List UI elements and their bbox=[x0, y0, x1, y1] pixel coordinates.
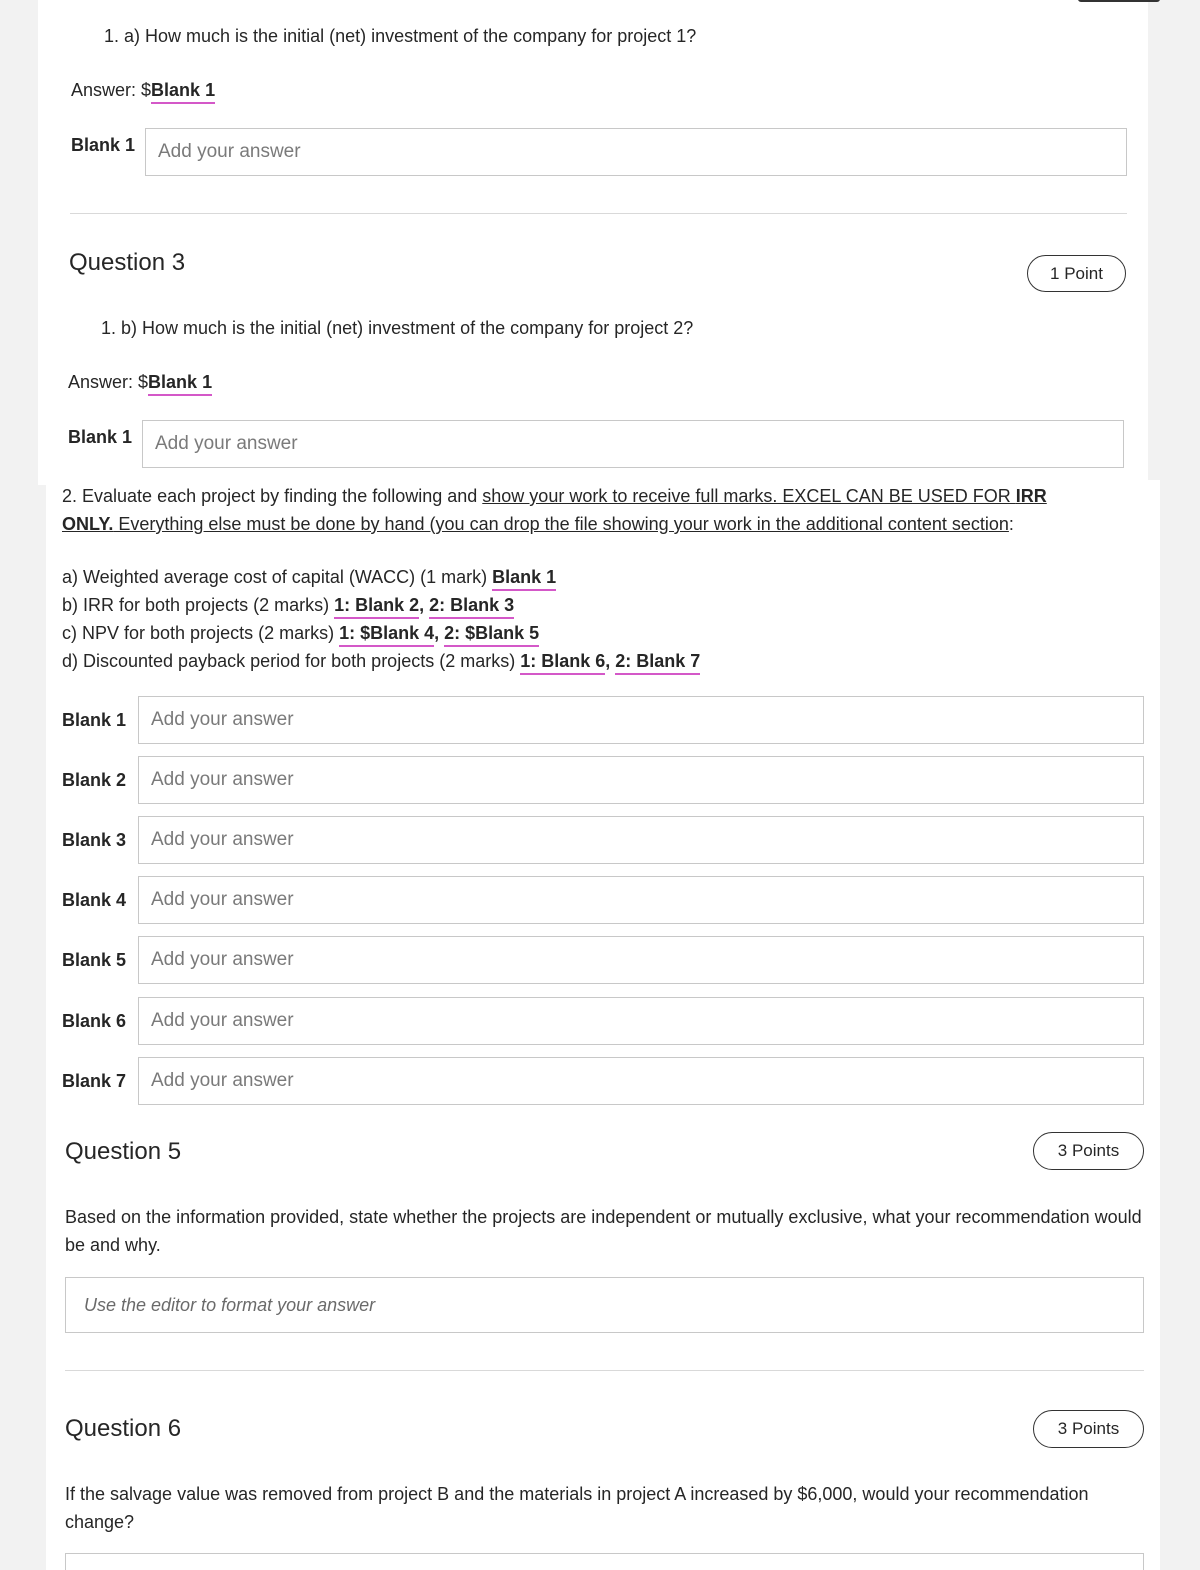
comma: , bbox=[419, 595, 430, 615]
question-5-answer-editor[interactable]: Use the editor to format your answer bbox=[65, 1277, 1144, 1333]
q4-blank-3-input[interactable]: Add your answer bbox=[138, 816, 1144, 864]
item-a-text: a) Weighted average cost of capital (WACC) (1 mark) bbox=[62, 567, 493, 587]
q4-blank-5-input[interactable]: Add your answer bbox=[138, 936, 1144, 984]
question-3-answer-line bbox=[68, 372, 212, 393]
intro-text: 2. Evaluate each project by finding the following and bbox=[62, 486, 483, 506]
intro-bold-only: ONLY. bbox=[62, 514, 114, 534]
blank-2-ref[interactable]: 1: Blank 2 bbox=[334, 595, 419, 619]
comma: , bbox=[605, 651, 616, 671]
question-3-points-badge: 1 Point bbox=[1027, 255, 1126, 292]
question-card-top bbox=[38, 0, 1148, 485]
blank-6-ref[interactable]: 1: Blank 6 bbox=[520, 651, 605, 675]
q4-blank-7-input[interactable]: Add your answer bbox=[138, 1057, 1144, 1105]
blank-1-ref[interactable]: Blank 1 bbox=[148, 372, 212, 396]
divider bbox=[65, 1370, 1144, 1371]
question-6-title: Question 6 bbox=[65, 1415, 182, 1442]
blank-5-label: Blank 5 bbox=[62, 950, 127, 970]
item-b bbox=[62, 595, 700, 623]
question-5-prompt: Based on the information provided, state whether the projects are independent or mutually exclusive, what your recommendation would be and why. bbox=[65, 1207, 1142, 1255]
blank-1-label: Blank 1 bbox=[68, 427, 133, 447]
intro-underlined-2: Everything else must be done by hand (you can drop the file showing your work in the additional content section bbox=[113, 514, 1009, 534]
question-3-prompt: 1. b) How much is the initial (net) investment of the company for project 2? bbox=[101, 318, 694, 338]
question-2-answer-line bbox=[71, 80, 215, 101]
blank-5-ref[interactable]: 2: $Blank 5 bbox=[444, 623, 539, 647]
top-scroll-tab bbox=[1078, 0, 1160, 2]
q3-blank-1-input[interactable]: Add your answer bbox=[142, 420, 1124, 468]
comma: , bbox=[434, 623, 445, 643]
item-c bbox=[62, 623, 700, 651]
question-card-bottom bbox=[46, 480, 1160, 1570]
q4-blank-4-input[interactable]: Add your answer bbox=[138, 876, 1144, 924]
q4-blank-2-input[interactable]: Add your answer bbox=[138, 756, 1144, 804]
question-4-intro bbox=[62, 482, 1062, 538]
answer-prefix: Answer: $ bbox=[71, 80, 152, 100]
question-6-points-badge: 3 Points bbox=[1033, 1410, 1144, 1448]
question-6-prompt: If the salvage value was removed from project B and the materials in project A increased by $6,000, would your recommendation change? bbox=[65, 1484, 1089, 1532]
blank-1-label: Blank 1 bbox=[71, 135, 136, 155]
intro-end: : bbox=[1008, 514, 1014, 534]
item-b-text: b) IRR for both projects (2 marks) bbox=[62, 595, 335, 615]
blank-4-ref[interactable]: 1: $Blank 4 bbox=[339, 623, 434, 647]
intro-underlined-1: show your work to receive full marks. EXCEL CAN BE USED FOR bbox=[482, 486, 1016, 506]
question-6-answer-editor[interactable] bbox=[65, 1553, 1144, 1570]
question-5-points-badge: 3 Points bbox=[1033, 1132, 1144, 1170]
question-4-item-list bbox=[62, 567, 700, 679]
blank-6-label: Blank 6 bbox=[62, 1011, 127, 1031]
question-3-title: Question 3 bbox=[69, 249, 186, 276]
answer-prefix: Answer: $ bbox=[68, 372, 149, 392]
question-2-prompt: 1. a) How much is the initial (net) investment of the company for project 1? bbox=[104, 26, 697, 46]
item-a bbox=[62, 567, 700, 595]
blank-7-label: Blank 7 bbox=[62, 1071, 127, 1091]
q4-blank-6-input[interactable]: Add your answer bbox=[138, 997, 1144, 1045]
q4-blank-1-input[interactable]: Add your answer bbox=[138, 696, 1144, 744]
item-c-text: c) NPV for both projects (2 marks) bbox=[62, 623, 340, 643]
blank-3-label: Blank 3 bbox=[62, 830, 127, 850]
item-d-text: d) Discounted payback period for both projects (2 marks) bbox=[62, 651, 521, 671]
question-5-title: Question 5 bbox=[65, 1138, 182, 1165]
divider bbox=[70, 213, 1127, 214]
blank-3-ref[interactable]: 2: Blank 3 bbox=[429, 595, 514, 619]
q2-blank-1-input[interactable]: Add your answer bbox=[145, 128, 1127, 176]
blank-1-ref[interactable]: Blank 1 bbox=[492, 567, 556, 591]
blank-4-label: Blank 4 bbox=[62, 890, 127, 910]
intro-bold-irr: IRR bbox=[1015, 486, 1047, 506]
blank-7-ref[interactable]: 2: Blank 7 bbox=[615, 651, 700, 675]
blank-2-label: Blank 2 bbox=[62, 770, 127, 790]
item-d bbox=[62, 651, 700, 679]
blank-1-label: Blank 1 bbox=[62, 710, 127, 730]
blank-1-ref[interactable]: Blank 1 bbox=[151, 80, 215, 104]
